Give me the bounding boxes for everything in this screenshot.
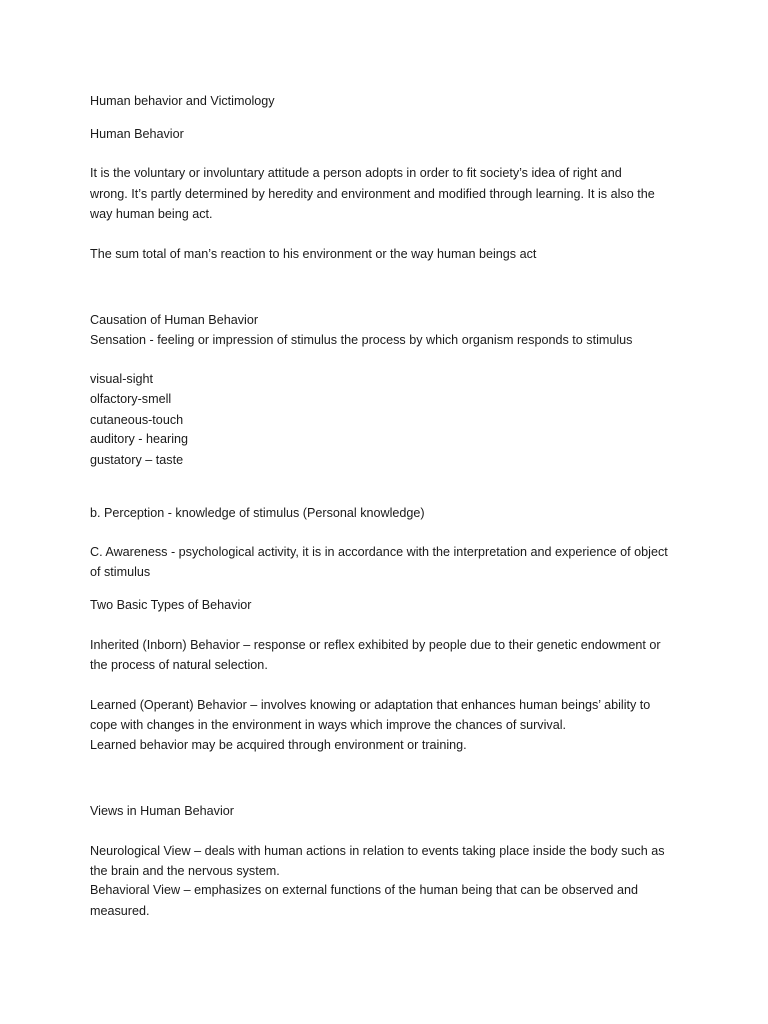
learned-line-3: Learned behavior may be acquired through environment or training. (90, 738, 467, 752)
awareness-line-2: of stimulus (90, 565, 151, 579)
definition-line-2: wrong. It’s partly determined by heredity and environment and modified through learning. It is also the (90, 187, 655, 201)
learned-line-1: Learned (Operant) Behavior – involves knowing or adaptation that enhances human beings’ ability to (90, 698, 651, 712)
causation-heading: Causation of Human Behavior (90, 313, 259, 327)
definition-line-1: It is the voluntary or involuntary attitude a person adopts in order to fit society’s idea of right and (90, 166, 622, 180)
learned-line-2: cope with changes in the environment in ways which improve the chances of survival. (90, 718, 567, 732)
neurological-line-2: the brain and the nervous system. (90, 864, 280, 878)
behavioral-line-2: measured. (90, 904, 150, 918)
section-heading-human-behavior: Human Behavior (90, 127, 184, 141)
sense-item-olfactory: olfactory-smell (90, 392, 172, 406)
behavioral-line-1: Behavioral View – emphasizes on external functions of the human being that can be observed and (90, 883, 638, 897)
sensation-paragraph: Sensation - feeling or impression of stimulus the process by which organism responds to stimulus (90, 333, 633, 347)
sense-item-cutaneous: cutaneous-touch (90, 413, 184, 427)
inherited-line-2: the process of natural selection. (90, 658, 268, 672)
sense-item-auditory: auditory - hearing (90, 432, 189, 446)
views-heading: Views in Human Behavior (90, 804, 234, 818)
sense-item-gustatory: gustatory – taste (90, 453, 184, 467)
document-title: Human behavior and Victimology (90, 94, 275, 108)
sum-total-paragraph: The sum total of man’s reaction to his environment or the way human beings act (90, 247, 537, 261)
awareness-line-1: C. Awareness - psychological activity, it is in accordance with the interpretation and experience of object (90, 545, 668, 559)
sense-item-visual: visual-sight (90, 372, 153, 386)
neurological-line-1: Neurological View – deals with human actions in relation to events taking place inside the body such as (90, 844, 665, 858)
types-heading: Two Basic Types of Behavior (90, 598, 252, 612)
inherited-line-1: Inherited (Inborn) Behavior – response or reflex exhibited by people due to their genetic endowment or (90, 638, 661, 652)
perception-paragraph: b. Perception - knowledge of stimulus (Personal knowledge) (90, 506, 425, 520)
definition-line-3: way human being act. (90, 207, 213, 221)
